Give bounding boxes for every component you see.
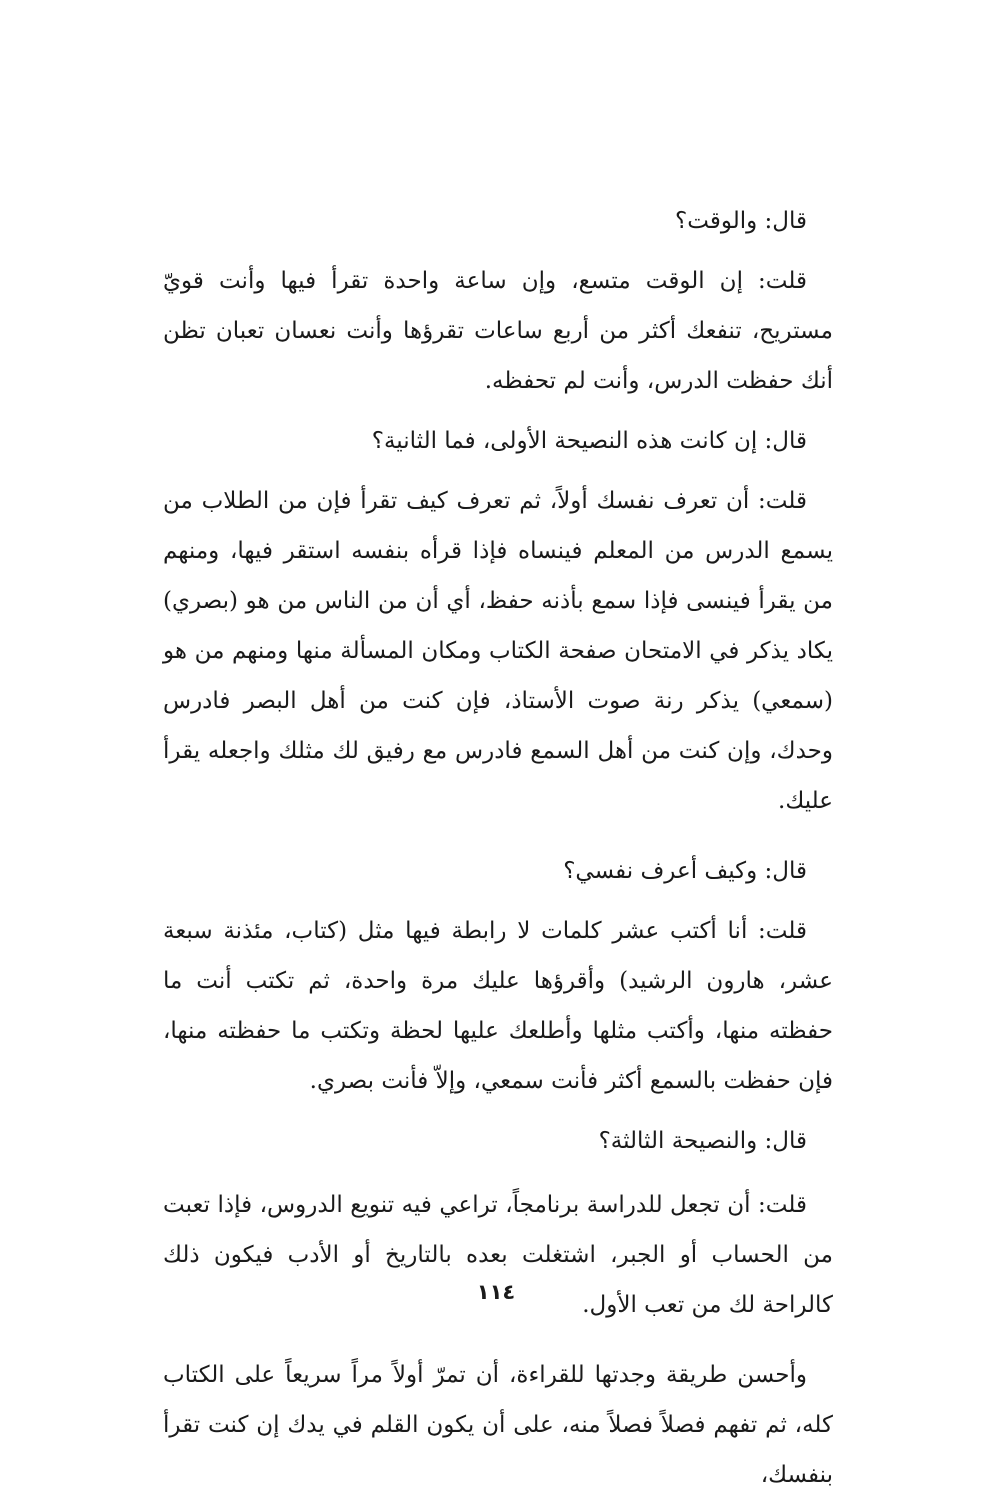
page-number: ١١٤ xyxy=(476,1280,516,1304)
dialog-question-time: قال: والوقت؟ xyxy=(675,208,807,234)
dialog-question-second-advice: قال: إن كانت هذه النصيحة الأولى، فما الثانية؟ xyxy=(371,428,807,454)
dialog-answer-time: قلت: إن الوقت متسع، وإن ساعة واحدة تقرأ فيها وأنت قويّ مستريح، تنفعك أكثر من أربع ساعات تقرؤها وأنت نعسان تعبان تظن أنك حفظت الدرس، وأنت لم تحفظه. xyxy=(163,268,833,394)
dialog-answer-second-advice: قلت: أن تعرف نفسك أولاً، ثم تعرف كيف تقرأ فإن من الطلاب من يسمع الدرس من المعلم فينساه فإذا قرأه بنفسه استقر فيها، ومنهم من يقرأ فينسى فإذا سمع بأذنه حفظ، أي أن من الناس من هو (بصري) يكاد يذكر في الامتحان صفحة الكتاب ومكان المسألة منها ومنهم من هو (سمعي) يذكر رنة صوت الأستاذ، فإن كنت من أهل البصر فادرس وحدك، وإن كنت من أهل السمع فادرس مع رفيق لك مثلك واجعله يقرأ عليك. xyxy=(163,488,833,814)
dialog-answer-third-advice: قلت: أن تجعل للدراسة برنامجاً، تراعي فيه تنويع الدروس، فإذا تعبت من الحساب أو الجبر، اشتغلت بعده بالتاريخ أو الأدب فيكون ذلك كالراحة لك من تعب الأول. xyxy=(163,1192,833,1318)
dialog-question-third-advice: قال: والنصيحة الثالثة؟ xyxy=(598,1128,807,1154)
reading-method-paragraph: وأحسن طريقة وجدتها للقراءة، أن تمرّ أولاً مراً سريعاً على الكتاب كله، ثم تفهم فصلاً فصلاً منه، على أن يكون القلم في يدك إن كنت تقرأ بنفسك، xyxy=(163,1362,833,1488)
dialog-question-know-self: قال: وكيف أعرف نفسي؟ xyxy=(563,858,807,884)
dialog-answer-know-self: قلت: أنا أكتب عشر كلمات لا رابطة فيها مثل (كتاب، مئذنة سبعة عشر، هارون الرشيد) وأقرؤها عليك مرة واحدة، ثم تكتب أنت ما حفظته منها، وأكتب مثلها وأطلعك عليها لحظة وتكتب ما حفظته منها، فإن حفظت بالسمع أكثر فأنت سمعي، وإلاّ فأنت بصري. xyxy=(163,918,833,1094)
